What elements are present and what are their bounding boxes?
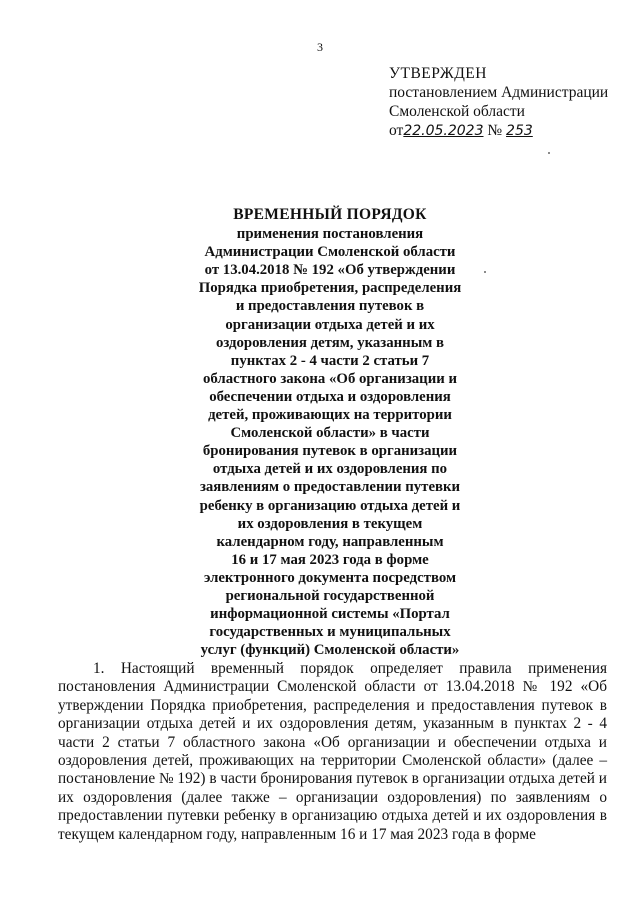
title-line: календарном году, направленным <box>216 533 444 550</box>
title-line: государственных и муниципальных <box>209 624 451 641</box>
title-line: региональной государственной <box>225 587 435 604</box>
document-title <box>160 206 500 659</box>
title-line: от 13.04.2018 № 192 «Об утверждении <box>204 262 456 279</box>
approval-status: УТВЕРЖДЕН <box>389 65 487 82</box>
title-line: Смоленской области» в части <box>230 425 430 442</box>
title-line: пунктах 2 - 4 части 2 статьи 7 <box>230 352 430 369</box>
title-line: заявлениям о предоставлении путевки <box>199 479 461 496</box>
handwritten-number: 253 <box>506 123 533 139</box>
date-prefix: от <box>389 122 404 139</box>
title-line: обеспечении отдыха и оздоровления <box>209 388 451 405</box>
page-number: 3 <box>317 40 323 54</box>
title-line: оздоровления детям, указанным в <box>215 334 445 351</box>
title-line: информационной системы «Портал <box>210 606 450 623</box>
approval-line-2: Смоленской области <box>389 103 525 120</box>
title-line: ребенку в организацию отдыха детей и <box>199 497 461 514</box>
approval-date-line <box>389 121 608 141</box>
title-line: областного закона «Об организации и <box>203 370 457 387</box>
title-line: Порядка приобретения, распределения <box>198 280 462 297</box>
title-line: и предоставления путевок в <box>235 298 425 315</box>
title-line: их оздоровления в текущем <box>237 515 423 532</box>
approval-stamp <box>389 64 608 141</box>
title-line: услуг (функций) Смоленской области» <box>200 642 460 659</box>
title-line: отдыха детей и их оздоровления по <box>212 461 448 478</box>
number-prefix: № <box>487 122 503 139</box>
scan-speck <box>548 152 550 154</box>
approval-line-1: постановлением Администрации <box>389 84 609 101</box>
handwritten-date: 22.05.2023 <box>403 123 484 139</box>
title-line: применения постановления <box>236 226 424 243</box>
title-line: детей, проживающих на территории <box>208 407 452 424</box>
title-line: 16 и 17 мая 2023 года в форме <box>231 551 429 568</box>
title-line: Администрации Смоленской области <box>204 244 456 261</box>
title-heading: ВРЕМЕННЫЙ ПОРЯДОК <box>233 206 427 223</box>
paragraph-1: 1. Настоящий временный порядок определяет правила применения постановления Администрации Смоленской области от 13.04.2018 № 192 «Об утверждении Порядка приобретения, распределения и предоставления путевок в организации отдыха детей и их оздоровления детям, указанным в пунктах 2 - 4 части 2 статьи 7 областного закона «Об организации и обеспечении отдыха и оздоровления детей, проживающих на территории Смоленской области» (далее – постановление № 192) в части бронирования путевок в организации отдыха детей и их оздоровления (далее также – организации оздоровления) по заявлениям о предоставлении путевки ребенку в организацию отдыха детей и их оздоровления в текущем календарном году, направленным 16 и 17 мая 2023 года в форме <box>58 660 607 843</box>
title-line: электронного документа посредством <box>203 569 457 586</box>
title-line: организации отдыха детей и их <box>225 316 435 333</box>
scan-speck <box>484 271 486 273</box>
title-line: бронирования путевок в организации <box>202 443 458 460</box>
